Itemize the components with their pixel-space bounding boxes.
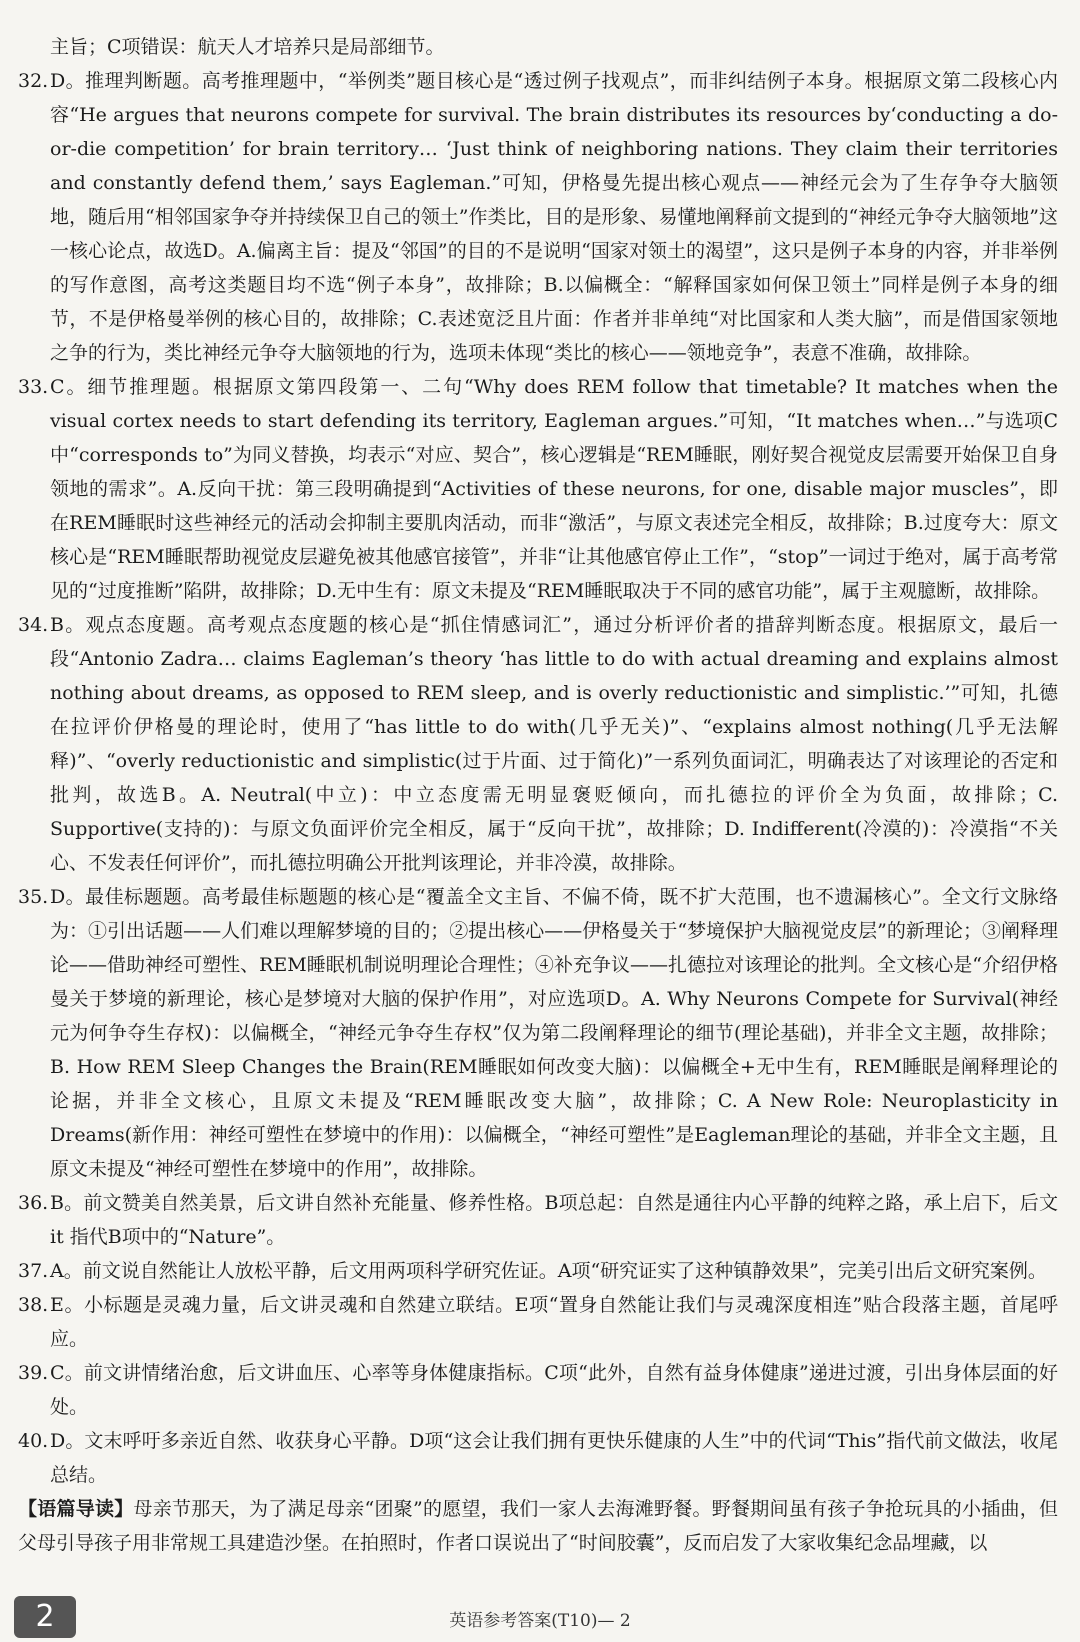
guide-text: 母亲节那天，为了满足母亲“团聚”的愿望，我们一家人去海滩野餐。野餐期间虽有孩子争抢玩具的小插曲，但父母引导孩子用非常规工具建造沙堡。在拍照时，作者口误说出了“时间胶囊”，反而启发了大家收集纪念品埋藏，以: [18, 1498, 1058, 1554]
answer-text: E。小标题是灵魂力量，后文讲灵魂和自然建立联结。E项“置身自然能让我们与灵魂深度相连”贴合段落主题，首尾呼应。: [50, 1294, 1058, 1350]
answer-32: [18, 64, 1058, 370]
answer-34: [18, 608, 1058, 880]
answer-text: B。观点态度题。高考观点态度题的核心是“抓住情感词汇”，通过分析评价者的措辞判断态度。根据原文，最后一段“Antonio Zadra… claims Eagleman’s theory ‘has little to do with actual dreaming and explains almost nothing about dreams, as opposed to REM sleep, and is overly reductionistic and simplistic.’”可知，扎德在拉评价伊格曼的理论时，使用了“has little to do with(几乎无关)”、“explains almost nothing(几乎无法解释)”、“overly reductionistic and simplistic(过于片面、过于简化)”一系列负面词汇，明确表达了对该理论的否定和批判，故选B。A. Neutral(中立)：中立态度需无明显褒贬倾向，而扎德拉的评价全为负面，故排除；C. Supportive(支持的)：与原文负面评价完全相反，属于“反向干扰”，故排除；D. Indifferent(冷漠的)：冷漠指“不关心、不发表任何评价”，而扎德拉明确公开批判该理论，并非冷漠，故排除。: [50, 614, 1058, 874]
answer-33: [18, 370, 1058, 608]
answer-text: D。推理判断题。高考推理题中，“举例类”题目核心是“透过例子找观点”，而非纠结例子本身。根据原文第二段核心内容“He argues that neurons compete for survival. The brain distributes its resources by‘conducting a do-or-die competition’ for brain territory… ‘Just think of neighboring nations. They claim their territories and constantly defend them,’ says Eagleman.”可知，伊格曼先提出核心观点——神经元会为了生存争夺大脑领地，随后用“相邻国家争夺并持续保卫自己的领土”作类比，目的是形象、易懂地阐释前文提到的“神经元争夺大脑领地”这一核心论点，故选D。A.偏离主旨：提及“邻国”的目的不是说明“国家对领土的渴望”，这只是例子本身的内容，并非举例的写作意图，高考这类题目均不选“例子本身”，故排除；B.以偏概全：“解释国家如何保卫领土”同样是例子本身的细节，不是伊格曼举例的核心目的，故排除；C.表述宽泛且片面：作者并非单纯“对比国家和人类大脑”，而是借国家领地之争的行为，类比神经元争夺大脑领地的行为，选项未体现“类比的核心——领地竞争”，表意不准确，故排除。: [50, 70, 1058, 364]
answer-39: [18, 1356, 1058, 1424]
passage-guide: [18, 1492, 1058, 1560]
question-number: 36.: [18, 1192, 49, 1214]
guide-label: 【语篇导读】: [18, 1498, 134, 1520]
answer-40: [18, 1424, 1058, 1492]
paragraph-continuation: [18, 30, 1058, 64]
answer-text: D。最佳标题题。高考最佳标题题的核心是“覆盖全文主旨、不偏不倚，既不扩大范围，也不遗漏核心”。全文行文脉络为：①引出话题——人们难以理解梦境的目的；②提出核心——伊格曼关于“梦境保护大脑视觉皮层”的新理论；③阐释理论——借助神经可塑性、REM睡眠机制说明理论合理性；④补充争议——扎德拉对该理论的批判。全文核心是“介绍伊格曼关于梦境的新理论，核心是梦境对大脑的保护作用”，对应选项D。A. Why Neurons Compete for Survival(神经元为何争夺生存权)：以偏概全，“神经元争夺生存权”仅为第二段阐释理论的细节(理论基础)，并非全文主题，故排除；B. How REM Sleep Changes the Brain(REM睡眠如何改变大脑)：以偏概全+无中生有，REM睡眠是阐释理论的论据，并非全文核心，且原文未提及“REM睡眠改变大脑”，故排除；C. A New Role: Neuroplasticity in Dreams(新作用：神经可塑性在梦境中的作用)：以偏概全，“神经可塑性”是Eagleman理论的基础，并非全文主题，且原文未提及“神经可塑性在梦境中的作用”，故排除。: [50, 886, 1058, 1180]
answer-text: D。文末呼吁多亲近自然、收获身心平静。D项“这会让我们拥有更快乐健康的人生”中的代词“This”指代前文做法，收尾总结。: [50, 1430, 1058, 1486]
answer-35: [18, 880, 1058, 1186]
answer-text: C。细节推理题。根据原文第四段第一、二句“Why does REM follow that timetable? It matches when the visual cortex needs to start defending its territory, Eagleman argues.”可知，“It matches when…”与选项C中“corresponds to”为同义替换，均表示“对应、契合”，核心逻辑是“REM睡眠，刚好契合视觉皮层需要开始保卫自身领地的需求”。A.反向干扰：第三段明确提到“Activities of these neurons, for one, disable major muscles”，即在REM睡眠时这些神经元的活动会抑制主要肌肉活动，而非“激活”，与原文表述完全相反，故排除；B.过度夸大：原文核心是“REM睡眠帮助视觉皮层避免被其他感官接管”，并非“让其他感官停止工作”，“stop”一词过于绝对，属于高考常见的“过度推断”陷阱，故排除；D.无中生有：原文未提及“REM睡眠取决于不同的感官功能”，属于主观臆断，故排除。: [50, 376, 1058, 602]
question-number: 32.: [18, 70, 49, 92]
answer-38: [18, 1288, 1058, 1356]
answer-36: [18, 1186, 1058, 1254]
question-number: 40.: [18, 1430, 49, 1452]
question-number: 33.: [18, 376, 49, 398]
question-number: 37.: [18, 1260, 49, 1282]
page-number-badge: 2: [14, 1596, 76, 1638]
question-number: 34.: [18, 614, 49, 636]
answer-text: [18, 30, 1058, 1560]
question-number: 38.: [18, 1294, 49, 1316]
answer-text: B。前文赞美自然美景，后文讲自然补充能量、修养性格。B项总起：自然是通往内心平静的纯粹之路，承上启下，后文 it 指代B项中的“Nature”。: [50, 1192, 1058, 1248]
answer-37: [18, 1254, 1058, 1288]
answer-text: A。前文说自然能让人放松平静，后文用两项科学研究佐证。A项“研究证实了这种镇静效果”，完美引出后文研究案例。: [50, 1260, 1047, 1282]
page-footer: 英语参考答案(T10)— 2: [449, 1611, 631, 1631]
answer-text: C。前文讲情绪治愈，后文讲血压、心率等身体健康指标。C项“此外，自然有益身体健康”递进过渡，引出身体层面的好处。: [50, 1362, 1058, 1418]
question-number: 35.: [18, 886, 49, 908]
text: 主旨；C项错误：航天人才培养只是局部细节。: [50, 36, 445, 58]
question-number: 39.: [18, 1362, 49, 1384]
